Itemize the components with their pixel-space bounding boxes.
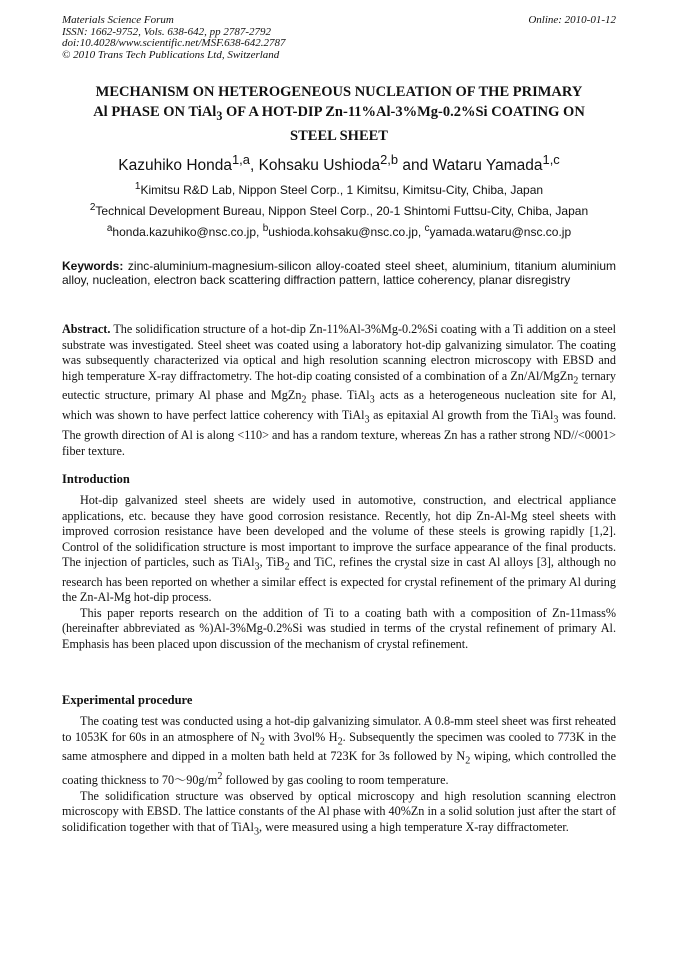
exp-paragraph-1: The coating test was conducted using a hot-dip galvanizing simulator. A 0.8-mm steel sheet was first reheated to 1053K for 60s in an atmosphere of $N_2$ with 3vol% $H_2$. Subsequently the specimen was cooled to 773K in the same atmosphere and dipped in a molten bath held at 723K for 3s followed by $N_2$ wiping, which controlled the coating thickness to $70\sim 90g/m^2$ followed by gas cooling to room temperature. <box>62 714 616 788</box>
author-list: Kazuhiko Honda$^{1,a}$, Kohsaku Ushioda$^{2,b}$ and Wataru Yamada$^{1,c}$ <box>118 152 560 175</box>
intro-paragraph-1: Hot-dip galvanized steel sheets are widely used in automotive, construction, and electrical appliance applications, etc. because they have good corrosion resistance. Recently, hot dip Zn-Al-Mg steel sheets with improved corrosion resistance have been developed and the volume of these steels is growing rapidly [1,2]. Control of the solidification structure is most important to improve the surface appearance of the final products. The injection of particles, such as TiAl$_3$, TiB$_2$ and TiC, refines the crystal size in cast Al alloys [3], although no research has been reported on whether a similar effect is expected for crystal refinement of the primary Al during the Zn-Al-Mg hot-dip process. <box>62 493 617 605</box>
affiliation-2: $^2$Technical Development Bureau, Nippon Steel Corp., 20-1 Shintomi Futtsu-City, Chiba, Japan <box>89 202 589 218</box>
experimental-heading: Experimental procedure <box>62 693 193 707</box>
author-1: Kazuhiko Honda <box>118 157 232 175</box>
introduction-body <box>62 493 616 652</box>
introduction-heading: Introduction <box>62 472 130 486</box>
intro-paragraph-2: This paper reports research on the addition of Ti to a coating bath with a composition of Zn-11mass%(hereinafter abbreviated as %)Al-3%Mg-0.2%Si was studied in terms of the crystal refinement of primary Al. Emphasis has been placed upon discussion of the mechanism of crystal refinement. <box>62 605 616 651</box>
author-emails: $^a$honda.kazuhiko@nsc.co.jp, $^b$ushioda.kohsaku@nsc.co.jp, $^c$yamada.wataru@nsc.co.jp <box>106 223 572 239</box>
affiliation-1: $^1$Kimitsu R&D Lab, Nippon Steel Corp., 1 Kimitsu, Kimitsu-City, Chiba, Japan <box>134 181 544 197</box>
abstract: Abstract. The solidification structure of a hot-dip Zn-11%Al-3%Mg-0.2%Si coating with a Ti addition on a steel substrate was investigated. Steel sheet was coated using a laboratory hot-dip galvanizing simulator. The coating was subsequently characterized via optical and high resolution scanning electron microscopy with EBSD and high temperature X-ray diffractometry. The hot-dip coating consisted of a combination of a Zn/Al/MgZn$_2$ ternary eutectic structure, primary Al phase and MgZn$_2$ phase. TiAl$_3$ acts as a heterogeneous nucleation site for Al, which was shown to have perfect lattice coherency with TiAl$_3$ as epitaxial Al growth from the TiAl$_3$ was found. The growth direction of Al is along <110> and has a random texture, whereas Zn has a rather strong ND//<0001> fiber texture. <box>62 322 617 458</box>
online-date: Online: 2010-01-12 <box>528 14 616 26</box>
keywords <box>62 259 616 287</box>
title-line-1: MECHANISM ON HETEROGENEOUS NUCLEATION OF THE PRIMARY <box>95 84 583 100</box>
copyright-line: © 2010 Trans Tech Publications Ltd, Switzerland <box>62 48 280 61</box>
issn-line: ISSN: 1662-9752, Vols. 638-642, pp 2787-2792 <box>62 25 271 38</box>
abstract-label: Abstract. <box>62 322 111 336</box>
email-a[interactable]: honda.kazuhiko@nsc.co.jp, <box>112 225 263 239</box>
journal-header <box>62 15 616 61</box>
journal-name: Materials Science Forum <box>62 14 174 26</box>
doi-line[interactable]: doi:10.4028/www.scientific.net/MSF.638-642.2787 <box>62 37 286 49</box>
paper-title <box>62 82 616 146</box>
title-line-3: STEEL SHEET <box>290 127 388 144</box>
experimental-body <box>62 714 616 840</box>
title-line-2: Al PHASE ON TiAl$_3$ OF A HOT-DIP Zn-11%Al-3%Mg-0.2%Si COATING ON <box>93 104 585 123</box>
author-2: Kohsaku Ushioda <box>258 157 381 175</box>
exp-paragraph-2: The solidification structure was observed by optical microscopy and high resolution scanning electron microscopy with EBSD. The lattice constants of the Al phase with 40%Zn in a solid solution just after the start of solidification together with that of TiAl$_3$, were measured using a high temperature X-ray diffractometer. <box>62 788 616 838</box>
keywords-text: zinc-aluminium-magnesium-silicon alloy-coated steel sheet, aluminium, titanium aluminium alloy, nucleation, electron back scattering diffraction pattern, lattice coherency, planar disregistry <box>62 259 616 287</box>
email-b[interactable]: ushioda.kohsaku@nsc.co.jp, <box>268 225 425 239</box>
email-c[interactable]: yamada.wataru@nsc.co.jp <box>429 225 572 239</box>
author-3: Wataru Yamada <box>432 157 543 175</box>
keywords-label: Keywords: <box>62 259 124 273</box>
